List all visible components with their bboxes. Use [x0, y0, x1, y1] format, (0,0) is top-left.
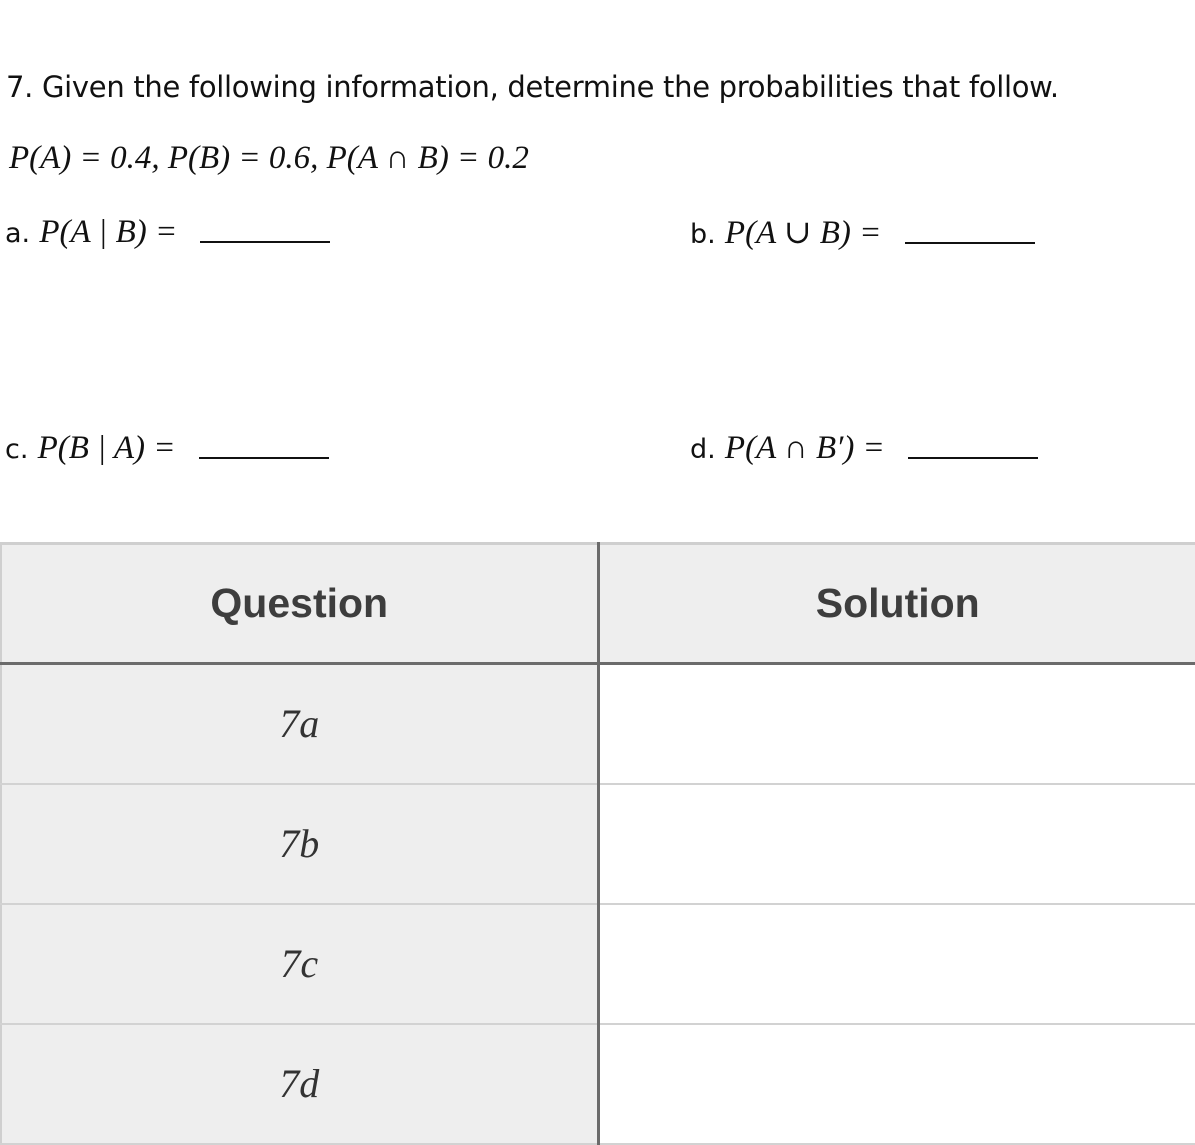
part-a-answer-blank	[200, 241, 330, 243]
solution-cell[interactable]	[598, 784, 1195, 904]
solution-column-header: Solution	[598, 544, 1195, 664]
part-d-label: d.	[690, 434, 716, 465]
question-column-header: Question	[1, 544, 598, 664]
question-cell	[1, 1024, 598, 1144]
table-row	[1, 904, 1195, 1024]
question-cell	[1, 784, 598, 904]
part-c-expression: P(B | A) =	[37, 430, 176, 466]
problem-prompt: 7. Given the following information, determine the probabilities that follow.	[6, 70, 1059, 104]
part-d	[690, 428, 1038, 467]
question-label: 7b	[279, 821, 320, 866]
part-c-answer-blank	[199, 457, 329, 459]
part-c-label: c.	[5, 434, 29, 465]
solution-cell[interactable]	[598, 904, 1195, 1024]
part-b-label: b.	[690, 219, 716, 250]
given-probabilities: P(A) = 0.4, P(B) = 0.6, P(A ∩ B) = 0.2	[9, 140, 529, 176]
question-label: 7c	[280, 941, 319, 986]
table-row	[1, 1024, 1195, 1144]
question-label: 7a	[279, 701, 320, 747]
question-label: 7d	[279, 1061, 320, 1106]
part-b	[690, 212, 1035, 252]
question-cell	[1, 664, 598, 784]
part-a-label: a.	[5, 218, 31, 249]
table-row	[1, 664, 1195, 784]
part-c	[5, 428, 329, 467]
question-cell	[1, 904, 598, 1024]
part-d-expression: P(A ∩ B′) =	[724, 430, 885, 466]
table-header-row	[1, 544, 1195, 664]
solution-cell[interactable]	[598, 1024, 1195, 1144]
part-a-expression: P(A | B) =	[39, 214, 178, 250]
part-d-answer-blank	[908, 457, 1038, 459]
solution-cell[interactable]	[598, 664, 1195, 784]
part-b-answer-blank	[905, 242, 1035, 244]
part-a	[5, 212, 330, 251]
part-b-expression: P(A ∪ B) =	[724, 215, 882, 251]
table-row	[1, 784, 1195, 904]
answer-table	[0, 542, 1195, 1145]
